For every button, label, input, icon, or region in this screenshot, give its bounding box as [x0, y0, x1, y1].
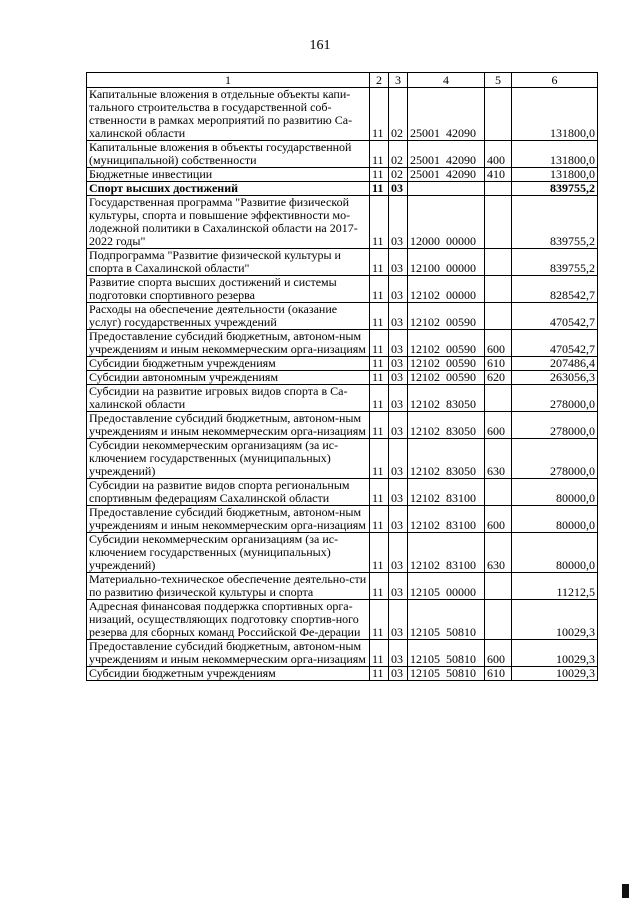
row-amount: 80000,0 [512, 506, 598, 533]
table-row [87, 573, 598, 600]
row-name: Субсидии бюджетным учреждениям [87, 667, 370, 681]
table-row [87, 600, 598, 640]
row-name: Субсидии некоммерческим организациям (за ис-ключением государственных (муниципальных) учреждений) [87, 439, 370, 479]
row-expense-type [485, 276, 512, 303]
row-expense-type: 410 [485, 168, 512, 182]
row-amount: 80000,0 [512, 479, 598, 506]
row-expense-type: 620 [485, 371, 512, 385]
row-subsection: 02 [389, 141, 408, 168]
row-name: Субсидии автономным учреждениям [87, 371, 370, 385]
table-row [87, 182, 598, 196]
row-name: Материально-техническое обеспечение деятельно-сти по развитию физической культуры и спорта [87, 573, 370, 600]
row-subsection: 03 [389, 667, 408, 681]
row-subsection: 03 [389, 439, 408, 479]
row-expense-type: 400 [485, 141, 512, 168]
row-name: Предоставление субсидий бюджетным, автоном-ным учреждениям и иным некоммерческим орга-низациям [87, 640, 370, 667]
row-subsection: 03 [389, 385, 408, 412]
header-col-4: 4 [408, 73, 485, 88]
table-row [87, 533, 598, 573]
header-col-3: 3 [389, 73, 408, 88]
table-row [87, 330, 598, 357]
row-amount: 278000,0 [512, 412, 598, 439]
row-subsection: 03 [389, 479, 408, 506]
table-row [87, 640, 598, 667]
row-target-code: 12105 50810 [408, 640, 485, 667]
row-section: 11 [370, 385, 389, 412]
row-target-code [408, 182, 485, 196]
row-target-code: 25001 42090 [408, 88, 485, 141]
row-expense-type: 630 [485, 439, 512, 479]
row-name: Субсидии на развитие видов спорта региональным спортивным федерациям Сахалинской области [87, 479, 370, 506]
row-name: Субсидии некоммерческим организациям (за ис-ключением государственных (муниципальных) учреждений) [87, 533, 370, 573]
row-subsection: 03 [389, 506, 408, 533]
row-target-code: 12105 00000 [408, 573, 485, 600]
row-name: Капитальные вложения в объекты государственной (муниципальной) собственности [87, 141, 370, 168]
row-target-code: 12100 00000 [408, 249, 485, 276]
row-target-code: 12102 83100 [408, 479, 485, 506]
row-expense-type [485, 479, 512, 506]
row-expense-type [485, 196, 512, 249]
row-name: Капитальные вложения в отдельные объекты капи-тального строительства в государственной соб-ственности в рамках мероприятий по развитию Са-халинской области [87, 88, 370, 141]
row-subsection: 03 [389, 640, 408, 667]
table-row [87, 479, 598, 506]
row-amount: 11212,5 [512, 573, 598, 600]
row-expense-type: 600 [485, 412, 512, 439]
row-subsection: 03 [389, 533, 408, 573]
row-subsection: 03 [389, 412, 408, 439]
row-target-code: 12105 50810 [408, 667, 485, 681]
row-subsection: 02 [389, 168, 408, 182]
row-section: 11 [370, 439, 389, 479]
row-section: 11 [370, 667, 389, 681]
row-name: Субсидии на развитие игровых видов спорта в Са-халинской области [87, 385, 370, 412]
row-section: 11 [370, 600, 389, 640]
row-amount: 131800,0 [512, 88, 598, 141]
row-name: Расходы на обеспечение деятельности (оказание услуг) государственных учреждений [87, 303, 370, 330]
row-target-code: 12102 00590 [408, 371, 485, 385]
row-amount: 839755,2 [512, 249, 598, 276]
row-section: 11 [370, 371, 389, 385]
row-amount: 278000,0 [512, 439, 598, 479]
row-amount: 10029,3 [512, 600, 598, 640]
row-amount: 263056,3 [512, 371, 598, 385]
header-col-5: 5 [485, 73, 512, 88]
row-amount: 839755,2 [512, 182, 598, 196]
row-expense-type [485, 600, 512, 640]
row-expense-type [485, 249, 512, 276]
row-section: 11 [370, 479, 389, 506]
row-target-code: 12000 00000 [408, 196, 485, 249]
table-row [87, 88, 598, 141]
row-name: Спорт высших достижений [87, 182, 370, 196]
row-amount: 10029,3 [512, 667, 598, 681]
table-row [87, 249, 598, 276]
row-amount: 131800,0 [512, 168, 598, 182]
row-section: 11 [370, 303, 389, 330]
row-amount: 470542,7 [512, 303, 598, 330]
row-section: 11 [370, 640, 389, 667]
budget-table [86, 72, 598, 681]
row-subsection: 02 [389, 88, 408, 141]
row-subsection: 03 [389, 357, 408, 371]
row-name: Субсидии бюджетным учреждениям [87, 357, 370, 371]
row-amount: 828542,7 [512, 276, 598, 303]
row-target-code: 12102 83050 [408, 385, 485, 412]
row-section: 11 [370, 249, 389, 276]
row-section: 11 [370, 276, 389, 303]
row-name: Государственная программа "Развитие физической культуры, спорта и повышение эффективности мо-лодежной политики в Сахалинской области на 2017-2022 годы" [87, 196, 370, 249]
table-row [87, 385, 598, 412]
row-expense-type [485, 88, 512, 141]
table-row [87, 303, 598, 330]
row-expense-type: 600 [485, 330, 512, 357]
row-name: Предоставление субсидий бюджетным, автоном-ным учреждениям и иным некоммерческим орга-низациям [87, 412, 370, 439]
header-col-2: 2 [370, 73, 389, 88]
row-name: Предоставление субсидий бюджетным, автоном-ным учреждениям и иным некоммерческим орга-низациям [87, 506, 370, 533]
scan-edge-mark [622, 884, 629, 898]
row-expense-type: 610 [485, 667, 512, 681]
table-body [87, 88, 598, 681]
row-target-code: 12102 83100 [408, 506, 485, 533]
row-section: 11 [370, 573, 389, 600]
row-subsection: 03 [389, 182, 408, 196]
row-subsection: 03 [389, 303, 408, 330]
row-amount: 10029,3 [512, 640, 598, 667]
table-row [87, 168, 598, 182]
table-row [87, 196, 598, 249]
row-expense-type [485, 182, 512, 196]
table-header-row [87, 73, 598, 88]
row-subsection: 03 [389, 330, 408, 357]
table-row [87, 141, 598, 168]
row-subsection: 03 [389, 276, 408, 303]
row-target-code: 25001 42090 [408, 141, 485, 168]
table-row [87, 439, 598, 479]
table-row [87, 667, 598, 681]
table-row [87, 357, 598, 371]
row-name: Предоставление субсидий бюджетным, автоном-ным учреждениям и иным некоммерческим орга-низациям [87, 330, 370, 357]
page-number: 161 [309, 38, 331, 53]
row-amount: 207486,4 [512, 357, 598, 371]
row-amount: 131800,0 [512, 141, 598, 168]
row-expense-type [485, 385, 512, 412]
row-section: 11 [370, 88, 389, 141]
row-target-code: 12102 00590 [408, 330, 485, 357]
row-section: 11 [370, 412, 389, 439]
row-target-code: 12102 00000 [408, 276, 485, 303]
table-row [87, 412, 598, 439]
row-expense-type [485, 303, 512, 330]
row-amount: 278000,0 [512, 385, 598, 412]
table-row [87, 506, 598, 533]
row-expense-type: 610 [485, 357, 512, 371]
row-section: 11 [370, 506, 389, 533]
row-subsection: 03 [389, 573, 408, 600]
row-amount: 839755,2 [512, 196, 598, 249]
row-expense-type: 600 [485, 640, 512, 667]
header-col-1: 1 [87, 73, 370, 88]
row-section: 11 [370, 141, 389, 168]
row-section: 11 [370, 182, 389, 196]
row-target-code: 12102 00590 [408, 357, 485, 371]
row-target-code: 12102 83050 [408, 439, 485, 479]
row-expense-type: 630 [485, 533, 512, 573]
row-section: 11 [370, 330, 389, 357]
row-target-code: 12105 50810 [408, 600, 485, 640]
row-subsection: 03 [389, 371, 408, 385]
row-name: Развитие спорта высших достижений и системы подготовки спортивного резерва [87, 276, 370, 303]
header-col-6: 6 [512, 73, 598, 88]
table-row [87, 276, 598, 303]
row-target-code: 25001 42090 [408, 168, 485, 182]
row-section: 11 [370, 533, 389, 573]
row-section: 11 [370, 168, 389, 182]
row-subsection: 03 [389, 196, 408, 249]
row-name: Подпрограмма "Развитие физической культуры и спорта в Сахалинской области" [87, 249, 370, 276]
row-target-code: 12102 83050 [408, 412, 485, 439]
row-expense-type: 600 [485, 506, 512, 533]
row-target-code: 12102 83100 [408, 533, 485, 573]
row-expense-type [485, 573, 512, 600]
row-target-code: 12102 00590 [408, 303, 485, 330]
row-amount: 80000,0 [512, 533, 598, 573]
row-subsection: 03 [389, 249, 408, 276]
row-section: 11 [370, 196, 389, 249]
row-name: Бюджетные инвестиции [87, 168, 370, 182]
row-amount: 470542,7 [512, 330, 598, 357]
table-row [87, 371, 598, 385]
row-subsection: 03 [389, 600, 408, 640]
row-name: Адресная финансовая поддержка спортивных орга-низаций, осуществляющих подготовку спортив-ного резерва для сборных команд Российской Фе-дерации [87, 600, 370, 640]
row-section: 11 [370, 357, 389, 371]
